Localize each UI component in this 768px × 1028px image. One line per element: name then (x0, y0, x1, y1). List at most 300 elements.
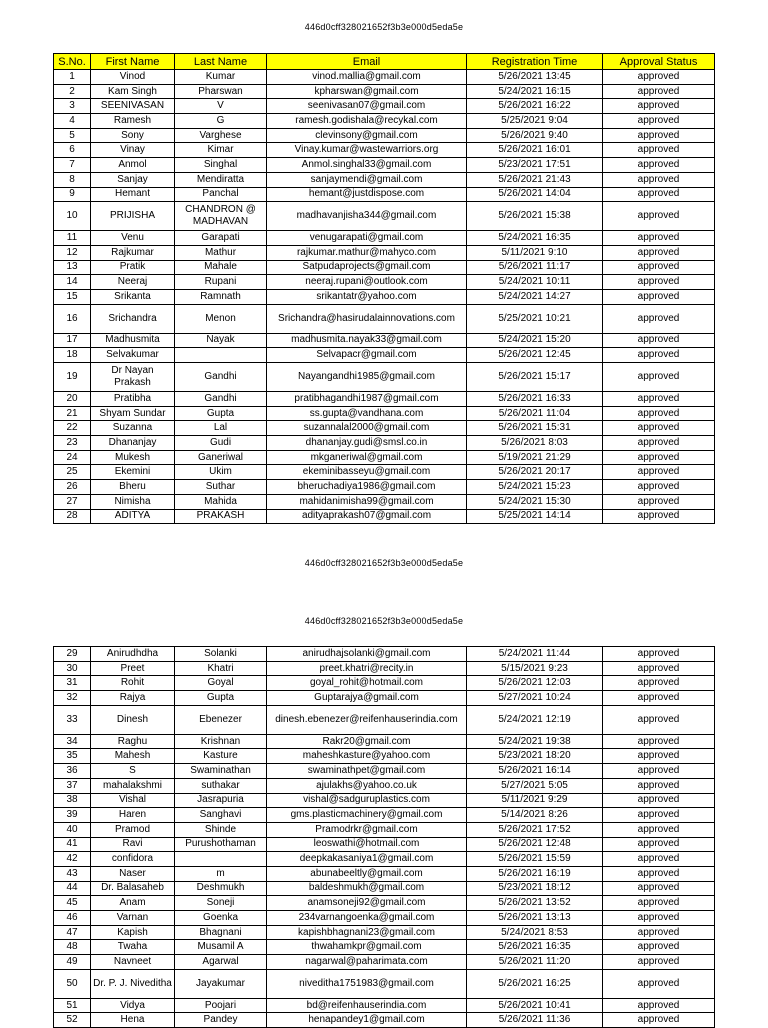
cell-approval-status: approved (603, 998, 715, 1013)
cell-sno: 38 (54, 793, 91, 808)
cell-approval-status: approved (603, 647, 715, 662)
cell-registration-time: 5/26/2021 17:52 (467, 822, 603, 837)
cell-email: hemant@justdispose.com (267, 187, 467, 202)
cell-approval-status: approved (603, 333, 715, 348)
cell-last-name: Kumar (175, 70, 267, 85)
table-row (54, 676, 715, 691)
cell-registration-time: 5/24/2021 16:15 (467, 84, 603, 99)
document-id-footer: 446d0cff328021652f3b3e000d5eda5e (304, 558, 464, 568)
cell-first-name: Pratik (91, 260, 175, 275)
cell-registration-time: 5/24/2021 19:38 (467, 734, 603, 749)
cell-first-name: Sanjay (91, 172, 175, 187)
cell-last-name: Singhal (175, 158, 267, 173)
cell-sno: 14 (54, 275, 91, 290)
cell-approval-status: approved (603, 70, 715, 85)
header-row (54, 54, 715, 70)
cell-email: leoswathi@hotmail.com (267, 837, 467, 852)
cell-email: 234varnangoenka@gmail.com (267, 911, 467, 926)
cell-registration-time: 5/24/2021 12:19 (467, 705, 603, 734)
cell-last-name: Ganeriwal (175, 450, 267, 465)
cell-approval-status: approved (603, 705, 715, 734)
cell-email: ss.gupta@vandhana.com (267, 406, 467, 421)
cell-first-name: Preet (91, 661, 175, 676)
cell-last-name: Bhagnani (175, 925, 267, 940)
cell-email: adityaprakash07@gmail.com (267, 509, 467, 524)
cell-first-name: Pratibha (91, 392, 175, 407)
cell-first-name: Vishal (91, 793, 175, 808)
table-row (54, 866, 715, 881)
cell-last-name: Varghese (175, 128, 267, 143)
header-first-name: First Name (91, 54, 175, 70)
cell-last-name: Solanki (175, 647, 267, 662)
cell-first-name: Dinesh (91, 705, 175, 734)
table-row (54, 998, 715, 1013)
cell-approval-status: approved (603, 480, 715, 495)
table-row (54, 202, 715, 231)
cell-approval-status: approved (603, 661, 715, 676)
cell-sno: 50 (54, 969, 91, 998)
cell-registration-time: 5/26/2021 9:40 (467, 128, 603, 143)
cell-email: Anmol.singhal33@gmail.com (267, 158, 467, 173)
cell-registration-time: 5/26/2021 11:20 (467, 955, 603, 970)
cell-approval-status: approved (603, 406, 715, 421)
cell-email: neeraj.rupani@outlook.com (267, 275, 467, 290)
cell-registration-time: 5/26/2021 12:48 (467, 837, 603, 852)
cell-approval-status: approved (603, 392, 715, 407)
cell-email: preet.khatri@recity.in (267, 661, 467, 676)
cell-approval-status: approved (603, 363, 715, 392)
cell-email: seenivasan07@gmail.com (267, 99, 467, 114)
table-row (54, 1013, 715, 1028)
cell-last-name: Ukim (175, 465, 267, 480)
table-row (54, 84, 715, 99)
cell-registration-time: 5/24/2021 8:53 (467, 925, 603, 940)
cell-last-name: Gudi (175, 436, 267, 451)
cell-email: dhananjay.gudi@smsl.co.in (267, 436, 467, 451)
cell-first-name: Kapish (91, 925, 175, 940)
cell-first-name: Dhananjay (91, 436, 175, 451)
table-row (54, 289, 715, 304)
cell-approval-status: approved (603, 925, 715, 940)
cell-approval-status: approved (603, 955, 715, 970)
cell-registration-time: 5/26/2021 12:03 (467, 676, 603, 691)
cell-sno: 12 (54, 245, 91, 260)
cell-approval-status: approved (603, 99, 715, 114)
cell-registration-time: 5/26/2021 16:35 (467, 940, 603, 955)
header-sno: S.No. (54, 54, 91, 70)
cell-approval-status: approved (603, 734, 715, 749)
cell-registration-time: 5/26/2021 15:38 (467, 202, 603, 231)
table-row (54, 837, 715, 852)
table-row (54, 808, 715, 823)
cell-email: vishal@sadguruplastics.com (267, 793, 467, 808)
cell-sno: 23 (54, 436, 91, 451)
cell-approval-status: approved (603, 260, 715, 275)
cell-approval-status: approved (603, 969, 715, 998)
table-row (54, 450, 715, 465)
cell-approval-status: approved (603, 84, 715, 99)
cell-email: rajkumar.mathur@mahyco.com (267, 245, 467, 260)
table-row (54, 275, 715, 290)
cell-sno: 43 (54, 866, 91, 881)
cell-approval-status: approved (603, 852, 715, 867)
cell-email: ekeminibasseyu@gmail.com (267, 465, 467, 480)
table-row (54, 348, 715, 363)
cell-first-name: Hena (91, 1013, 175, 1028)
table-row (54, 480, 715, 495)
table-row (54, 749, 715, 764)
table-row (54, 647, 715, 662)
cell-registration-time: 5/26/2021 15:31 (467, 421, 603, 436)
cell-last-name: Gandhi (175, 392, 267, 407)
cell-sno: 49 (54, 955, 91, 970)
cell-first-name: Shyam Sundar (91, 406, 175, 421)
cell-email: pratibhagandhi1987@gmail.com (267, 392, 467, 407)
cell-first-name: Bheru (91, 480, 175, 495)
cell-sno: 33 (54, 705, 91, 734)
cell-last-name: Menon (175, 304, 267, 333)
cell-email: anamsoneji92@gmail.com (267, 896, 467, 911)
cell-email: henapandey1@gmail.com (267, 1013, 467, 1028)
cell-approval-status: approved (603, 911, 715, 926)
cell-approval-status: approved (603, 143, 715, 158)
table-row (54, 260, 715, 275)
cell-sno: 18 (54, 348, 91, 363)
cell-first-name: Anmol (91, 158, 175, 173)
cell-last-name: m (175, 866, 267, 881)
cell-registration-time: 5/26/2021 12:45 (467, 348, 603, 363)
cell-approval-status: approved (603, 509, 715, 524)
cell-registration-time: 5/26/2021 15:59 (467, 852, 603, 867)
cell-email: Rakr20@gmail.com (267, 734, 467, 749)
table-row (54, 661, 715, 676)
cell-approval-status: approved (603, 940, 715, 955)
cell-email: kpharswan@gmail.com (267, 84, 467, 99)
cell-last-name: Lal (175, 421, 267, 436)
cell-sno: 31 (54, 676, 91, 691)
cell-email: madhavanjisha344@gmail.com (267, 202, 467, 231)
table-row (54, 363, 715, 392)
cell-registration-time: 5/27/2021 5:05 (467, 778, 603, 793)
cell-first-name: Selvakumar (91, 348, 175, 363)
document-id-page-2: 446d0cff328021652f3b3e000d5eda5e (304, 616, 464, 626)
cell-first-name: mahalakshmi (91, 778, 175, 793)
cell-registration-time: 5/26/2021 20:17 (467, 465, 603, 480)
cell-sno: 25 (54, 465, 91, 480)
table-row (54, 896, 715, 911)
cell-last-name: Agarwal (175, 955, 267, 970)
cell-first-name: Kam Singh (91, 84, 175, 99)
cell-email: srikantatr@yahoo.com (267, 289, 467, 304)
cell-first-name: Vidya (91, 998, 175, 1013)
cell-registration-time: 5/26/2021 16:01 (467, 143, 603, 158)
cell-first-name: Haren (91, 808, 175, 823)
table-row (54, 822, 715, 837)
cell-sno: 17 (54, 333, 91, 348)
table-row (54, 852, 715, 867)
cell-approval-status: approved (603, 245, 715, 260)
cell-first-name: Rajya (91, 691, 175, 706)
cell-approval-status: approved (603, 128, 715, 143)
cell-registration-time: 5/26/2021 11:17 (467, 260, 603, 275)
cell-registration-time: 5/26/2021 13:52 (467, 896, 603, 911)
header-email: Email (267, 54, 467, 70)
cell-email: madhusmita.nayak33@gmail.com (267, 333, 467, 348)
cell-last-name: Deshmukh (175, 881, 267, 896)
cell-email: Satpudaprojects@gmail.com (267, 260, 467, 275)
table-row (54, 231, 715, 246)
cell-approval-status: approved (603, 749, 715, 764)
cell-last-name: Mahida (175, 494, 267, 509)
cell-sno: 35 (54, 749, 91, 764)
cell-registration-time: 5/26/2021 16:25 (467, 969, 603, 998)
cell-first-name: Ramesh (91, 114, 175, 129)
cell-email: Pramodrkr@gmail.com (267, 822, 467, 837)
cell-registration-time: 5/26/2021 13:45 (467, 70, 603, 85)
cell-registration-time: 5/24/2021 10:11 (467, 275, 603, 290)
cell-registration-time: 5/24/2021 16:35 (467, 231, 603, 246)
table-1-body (54, 70, 715, 524)
cell-sno: 7 (54, 158, 91, 173)
cell-sno: 26 (54, 480, 91, 495)
cell-first-name: Srichandra (91, 304, 175, 333)
cell-sno: 46 (54, 911, 91, 926)
cell-approval-status: approved (603, 158, 715, 173)
cell-last-name: PRAKASH (175, 509, 267, 524)
cell-registration-time: 5/26/2021 13:13 (467, 911, 603, 926)
cell-first-name: Vinay (91, 143, 175, 158)
cell-sno: 32 (54, 691, 91, 706)
cell-last-name: G (175, 114, 267, 129)
cell-sno: 6 (54, 143, 91, 158)
table-row (54, 114, 715, 129)
cell-registration-time: 5/26/2021 15:17 (467, 363, 603, 392)
cell-registration-time: 5/26/2021 16:14 (467, 764, 603, 779)
table-row (54, 940, 715, 955)
cell-registration-time: 5/19/2021 21:29 (467, 450, 603, 465)
header-approval-status: Approval Status (603, 54, 715, 70)
registrations-table-2 (53, 646, 715, 1028)
cell-email: bheruchadiya1986@gmail.com (267, 480, 467, 495)
cell-sno: 44 (54, 881, 91, 896)
cell-email: Selvapacr@gmail.com (267, 348, 467, 363)
table-row (54, 304, 715, 333)
cell-sno: 2 (54, 84, 91, 99)
cell-approval-status: approved (603, 808, 715, 823)
cell-last-name: Krishnan (175, 734, 267, 749)
cell-sno: 4 (54, 114, 91, 129)
cell-first-name: Ekemini (91, 465, 175, 480)
cell-registration-time: 5/23/2021 17:51 (467, 158, 603, 173)
cell-sno: 24 (54, 450, 91, 465)
cell-sno: 30 (54, 661, 91, 676)
cell-approval-status: approved (603, 289, 715, 304)
cell-approval-status: approved (603, 465, 715, 480)
cell-last-name (175, 852, 267, 867)
table-row (54, 764, 715, 779)
cell-sno: 48 (54, 940, 91, 955)
table-row (54, 99, 715, 114)
cell-email: deepkakasaniya1@gmail.com (267, 852, 467, 867)
cell-first-name: Sony (91, 128, 175, 143)
cell-sno: 36 (54, 764, 91, 779)
cell-approval-status: approved (603, 436, 715, 451)
cell-last-name: Poojari (175, 998, 267, 1013)
table-row (54, 494, 715, 509)
cell-approval-status: approved (603, 1013, 715, 1028)
cell-sno: 8 (54, 172, 91, 187)
cell-last-name: Garapati (175, 231, 267, 246)
cell-approval-status: approved (603, 676, 715, 691)
cell-registration-time: 5/15/2021 9:23 (467, 661, 603, 676)
cell-last-name: Musamil A (175, 940, 267, 955)
cell-email: anirudhajsolanki@gmail.com (267, 647, 467, 662)
cell-sno: 47 (54, 925, 91, 940)
table-row (54, 911, 715, 926)
cell-registration-time: 5/24/2021 15:23 (467, 480, 603, 495)
cell-approval-status: approved (603, 421, 715, 436)
table-row (54, 955, 715, 970)
cell-first-name: Dr. P. J. Niveditha (91, 969, 175, 998)
cell-email: suzannalal2000@gmail.com (267, 421, 467, 436)
cell-first-name: Srikanta (91, 289, 175, 304)
cell-sno: 19 (54, 363, 91, 392)
cell-approval-status: approved (603, 837, 715, 852)
cell-last-name: Soneji (175, 896, 267, 911)
cell-email: sanjaymendi@gmail.com (267, 172, 467, 187)
cell-approval-status: approved (603, 866, 715, 881)
cell-sno: 10 (54, 202, 91, 231)
cell-registration-time: 5/14/2021 8:26 (467, 808, 603, 823)
cell-sno: 16 (54, 304, 91, 333)
cell-sno: 45 (54, 896, 91, 911)
registrations-table-1 (53, 53, 715, 524)
cell-first-name: S (91, 764, 175, 779)
cell-last-name: Gandhi (175, 363, 267, 392)
header-last-name: Last Name (175, 54, 267, 70)
document-id-top: 446d0cff328021652f3b3e000d5eda5e (304, 22, 464, 32)
cell-sno: 40 (54, 822, 91, 837)
cell-approval-status: approved (603, 494, 715, 509)
cell-first-name: Dr Nayan Prakash (91, 363, 175, 392)
cell-last-name: Swaminathan (175, 764, 267, 779)
cell-email: mahidanimisha99@gmail.com (267, 494, 467, 509)
cell-last-name: Pandey (175, 1013, 267, 1028)
cell-last-name: Nayak (175, 333, 267, 348)
cell-first-name: ADITYA (91, 509, 175, 524)
cell-email: Vinay.kumar@wastewarriors.org (267, 143, 467, 158)
cell-last-name: Kimar (175, 143, 267, 158)
cell-first-name: Vinod (91, 70, 175, 85)
cell-last-name: Goyal (175, 676, 267, 691)
table-row (54, 392, 715, 407)
table-row (54, 705, 715, 734)
cell-last-name: Mathur (175, 245, 267, 260)
cell-last-name: Panchal (175, 187, 267, 202)
table-row (54, 436, 715, 451)
cell-sno: 27 (54, 494, 91, 509)
cell-sno: 22 (54, 421, 91, 436)
cell-email: swaminathpet@gmail.com (267, 764, 467, 779)
cell-registration-time: 5/11/2021 9:29 (467, 793, 603, 808)
cell-first-name: Suzanna (91, 421, 175, 436)
cell-last-name: suthakar (175, 778, 267, 793)
cell-first-name: Rohit (91, 676, 175, 691)
cell-first-name: Twaha (91, 940, 175, 955)
table-row (54, 509, 715, 524)
cell-email: gms.plasticmachinery@gmail.com (267, 808, 467, 823)
table-row (54, 421, 715, 436)
cell-sno: 3 (54, 99, 91, 114)
cell-approval-status: approved (603, 348, 715, 363)
cell-approval-status: approved (603, 793, 715, 808)
cell-last-name: Mendiratta (175, 172, 267, 187)
table-row (54, 70, 715, 85)
cell-last-name: Goenka (175, 911, 267, 926)
cell-email: vinod.mallia@gmail.com (267, 70, 467, 85)
cell-registration-time: 5/26/2021 16:19 (467, 866, 603, 881)
cell-last-name: Ramnath (175, 289, 267, 304)
cell-sno: 5 (54, 128, 91, 143)
cell-email: clevinsony@gmail.com (267, 128, 467, 143)
cell-approval-status: approved (603, 822, 715, 837)
cell-first-name: Navneet (91, 955, 175, 970)
table-2-body (54, 647, 715, 1028)
cell-last-name (175, 348, 267, 363)
cell-approval-status: approved (603, 450, 715, 465)
cell-email: Guptarajya@gmail.com (267, 691, 467, 706)
cell-email: ramesh.godishala@recykal.com (267, 114, 467, 129)
cell-approval-status: approved (603, 202, 715, 231)
cell-first-name: Dr. Balasaheb (91, 881, 175, 896)
cell-email: Nayangandhi1985@gmail.com (267, 363, 467, 392)
cell-email: dinesh.ebenezer@reifenhauserindia.com (267, 705, 467, 734)
cell-first-name: Hemant (91, 187, 175, 202)
cell-first-name: Venu (91, 231, 175, 246)
cell-first-name: Raghu (91, 734, 175, 749)
cell-approval-status: approved (603, 187, 715, 202)
cell-approval-status: approved (603, 231, 715, 246)
cell-first-name: Neeraj (91, 275, 175, 290)
cell-email: maheshkasture@yahoo.com (267, 749, 467, 764)
cell-sno: 15 (54, 289, 91, 304)
cell-approval-status: approved (603, 764, 715, 779)
cell-sno: 51 (54, 998, 91, 1013)
table-row (54, 143, 715, 158)
cell-approval-status: approved (603, 881, 715, 896)
cell-sno: 34 (54, 734, 91, 749)
cell-approval-status: approved (603, 172, 715, 187)
table-row (54, 172, 715, 187)
cell-email: mkganeriwal@gmail.com (267, 450, 467, 465)
cell-registration-time: 5/26/2021 16:22 (467, 99, 603, 114)
cell-registration-time: 5/24/2021 14:27 (467, 289, 603, 304)
cell-registration-time: 5/11/2021 9:10 (467, 245, 603, 260)
cell-email: thwahamkpr@gmail.com (267, 940, 467, 955)
cell-email: goyal_rohit@hotmail.com (267, 676, 467, 691)
cell-sno: 39 (54, 808, 91, 823)
cell-sno: 41 (54, 837, 91, 852)
cell-sno: 52 (54, 1013, 91, 1028)
cell-first-name: Pramod (91, 822, 175, 837)
cell-sno: 13 (54, 260, 91, 275)
cell-first-name: Nimisha (91, 494, 175, 509)
cell-registration-time: 5/26/2021 10:41 (467, 998, 603, 1013)
cell-last-name: V (175, 99, 267, 114)
cell-email: bd@reifenhauserindia.com (267, 998, 467, 1013)
cell-approval-status: approved (603, 896, 715, 911)
cell-first-name: Anam (91, 896, 175, 911)
